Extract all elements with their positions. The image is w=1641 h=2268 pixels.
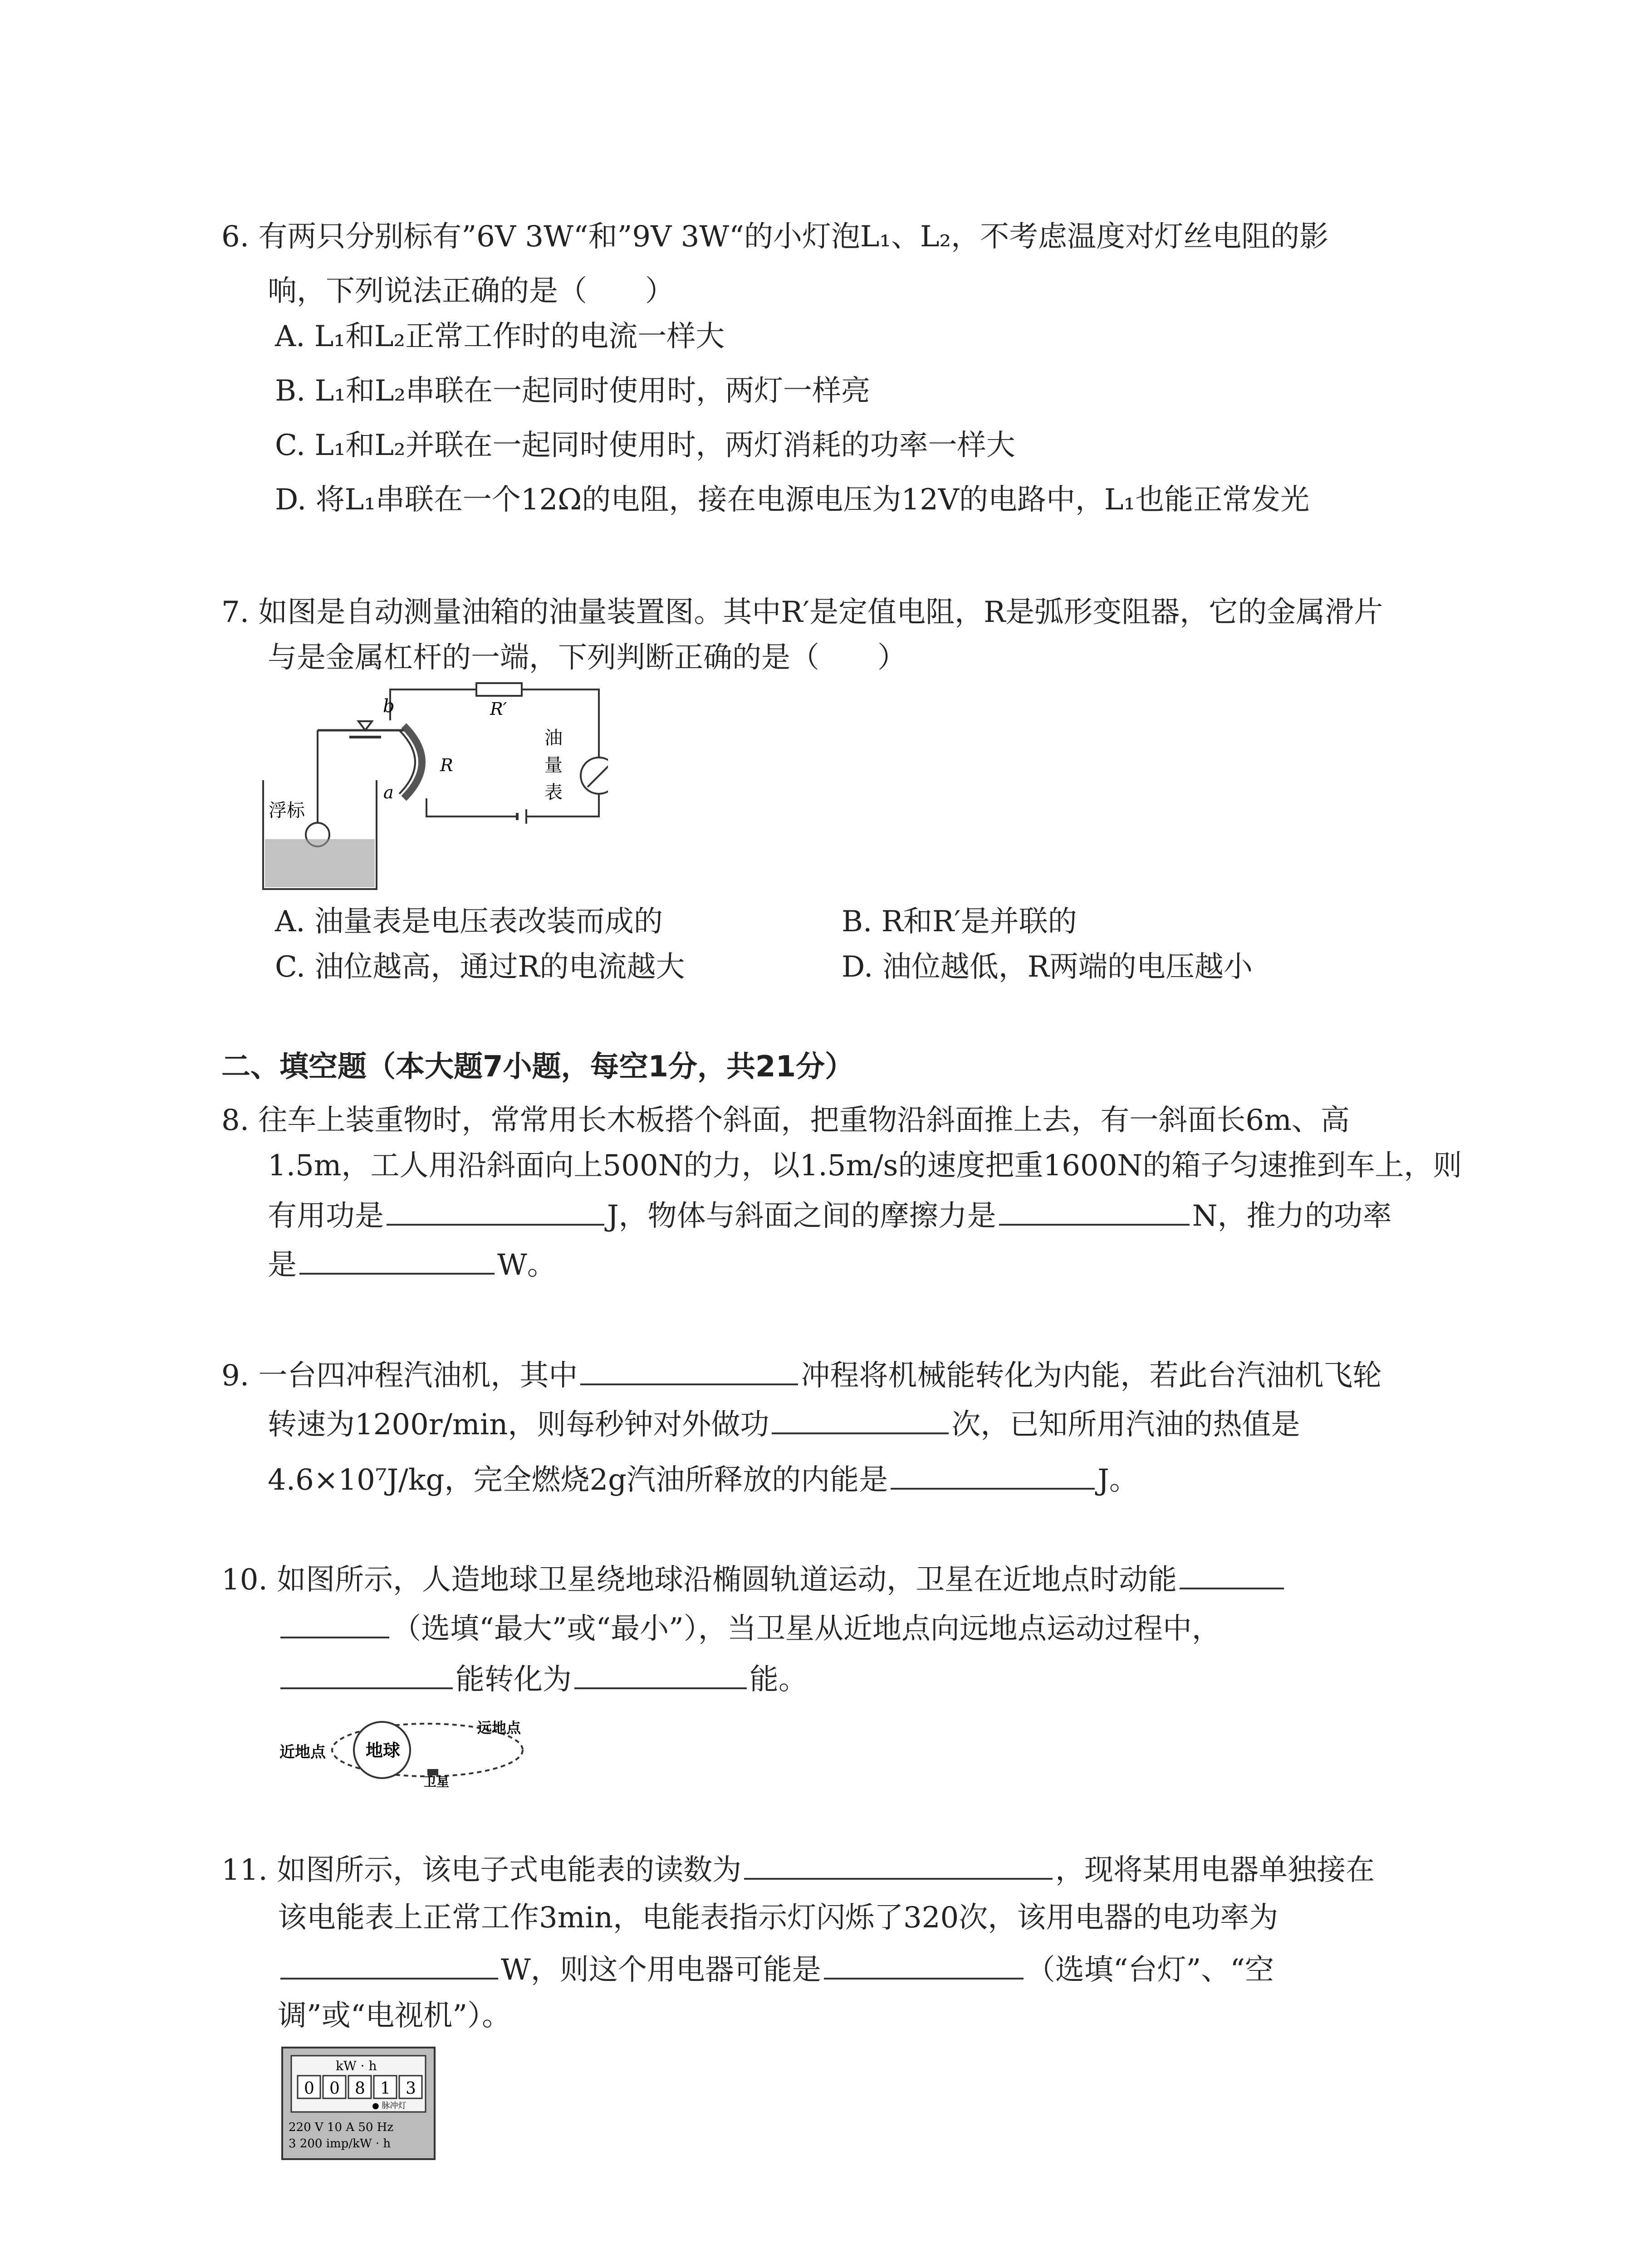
q11-text: ，现将某用电器单独接在 <box>1055 1853 1375 1887</box>
section-heading: 二、填空题（本大题7小题，每空1分，共21分） <box>221 1050 854 1084</box>
q11-line2: 该电能表上正常工作3min，电能表指示灯闪烁了320次，该用电器的电功率为 <box>278 1901 1279 1935</box>
q10-line1 <box>221 1560 1287 1598</box>
q8-line4 <box>268 1246 556 1283</box>
q6-option-a: A. L₁和L₂正常工作时的电流一样大 <box>275 320 725 353</box>
q6-stem-line1: 6. 有两只分别标有”6V 3W“和”9V 3W“的小灯泡L₁、L₂，不考虑温度对灯丝电阻的影 <box>221 220 1329 254</box>
q8-text: N，推力的功率 <box>1192 1199 1392 1233</box>
q11-line4: 调”或“电视机”）。 <box>278 1999 511 2033</box>
meter-digit-1: 0 <box>304 2079 314 2098</box>
meter-label-3: 表 <box>544 782 563 803</box>
q10-text: （选填“最大”或“最小”），当卫星从近地点向远地点运动过程中， <box>392 1612 1221 1646</box>
q9-blank-times[interactable] <box>772 1405 949 1434</box>
earth-label: 地球 <box>366 1740 401 1760</box>
q7-option-a: A. 油量表是电压表改装而成的 <box>275 905 663 938</box>
q10-blank-to[interactable] <box>574 1660 747 1689</box>
q10-text: 10. 如图所示，人造地球卫星绕地球沿椭圆轨道运动，卫星在近地点时动能 <box>221 1563 1177 1597</box>
q6-option-b: B. L₁和L₂串联在一起同时使用时，两灯一样亮 <box>275 374 871 408</box>
q9-text: 次，已知所用汽油的热值是 <box>951 1408 1300 1442</box>
q11-text: W，则这个用电器可能是 <box>501 1953 821 1987</box>
q6-stem-line2: 响，下列说法正确的是（ ） <box>268 274 674 308</box>
meter-unit: kW · h <box>336 2058 377 2073</box>
q11-text: 11. 如图所示，该电子式电能表的读数为 <box>221 1853 742 1887</box>
q10-blank-from[interactable] <box>280 1660 453 1689</box>
q10-blank-kinetic-1[interactable] <box>1180 1560 1284 1589</box>
meter-spec-2: 3 200 imp/kW · h <box>289 2137 391 2151</box>
meter-spec-1: 220 V 10 A 50 Hz <box>289 2121 394 2134</box>
q8-text: 是 <box>268 1248 297 1282</box>
satellite-label: 卫星 <box>424 1774 450 1787</box>
q10-line2 <box>278 1609 1221 1647</box>
meter-digit-3: 8 <box>355 2079 365 2098</box>
q8-text: J，物体与斜面之间的摩擦力是 <box>607 1199 996 1233</box>
q9-line2 <box>268 1405 1300 1443</box>
q7-option-b: B. R和R′是并联的 <box>842 905 1077 938</box>
q11-blank-reading[interactable] <box>744 1851 1053 1880</box>
q8-line2: 1.5m，工人用沿斜面向上500N的力，以1.5m/s的速度把重1600N的箱子匀速推到车上，则 <box>268 1149 1462 1183</box>
meter-label-2: 量 <box>544 755 563 776</box>
q10-blank-kinetic-2[interactable] <box>280 1609 389 1638</box>
label-a: a <box>383 782 394 802</box>
q10-text: 能。 <box>749 1663 808 1696</box>
apogee-label: 远地点 <box>477 1719 521 1736</box>
q6-option-d: D. 将L₁串联在一个12Ω的电阻，接在电源电压为12V的电路中，L₁也能正常发光 <box>275 483 1310 517</box>
q9-blank-energy[interactable] <box>891 1461 1095 1490</box>
q7-stem-line1: 7. 如图是自动测量油箱的油量装置图。其中R′是定值电阻，R是弧形变阻器，它的金属滑片 <box>221 596 1383 629</box>
q11-blank-power[interactable] <box>280 1950 498 1980</box>
q8-blank-power[interactable] <box>299 1246 495 1275</box>
q9-line3 <box>268 1461 1138 1498</box>
q7-option-c: C. 油位越高，通过R的电流越大 <box>275 950 685 984</box>
q7-stem-line2: 与是金属杠杆的一端，下列判断正确的是（ ） <box>268 641 906 675</box>
meter-digit-4: 1 <box>380 2079 391 2098</box>
label-r: R <box>440 755 453 775</box>
meter-label-1: 油 <box>544 728 563 748</box>
q9-line1 <box>221 1356 1381 1394</box>
q8-text: 有用功是 <box>268 1199 384 1233</box>
float-label: 浮标 <box>269 800 305 821</box>
electric-meter-figure <box>281 2047 436 2160</box>
q11-line1 <box>221 1851 1375 1888</box>
q9-text: 转速为1200r/min，则每秒钟对外做功 <box>268 1408 769 1442</box>
q8-line3 <box>268 1197 1392 1234</box>
satellite-orbit-diagram <box>278 1715 532 1787</box>
q8-blank-useful-work[interactable] <box>387 1197 604 1226</box>
oil-gauge-circuit-diagram <box>254 680 608 898</box>
q8-line1: 8. 往车上装重物时，常常用长木板搭个斜面，把重物沿斜面推上去，有一斜面长6m、高 <box>221 1104 1350 1137</box>
q9-text: 9. 一台四冲程汽油机，其中 <box>221 1359 578 1393</box>
label-r-prime: R′ <box>490 699 507 719</box>
q10-text: 能转化为 <box>456 1663 572 1696</box>
meter-digit-2: 0 <box>329 2079 340 2098</box>
q11-line3 <box>278 1950 1274 1988</box>
q7-option-d: D. 油位越低，R两端的电压越小 <box>842 950 1253 984</box>
q9-text: 冲程将机械能转化为内能，若此台汽油机飞轮 <box>801 1359 1382 1393</box>
meter-digit-5: 3 <box>406 2079 416 2098</box>
q9-text: J。 <box>1097 1463 1138 1497</box>
meter-indicator: ● 脉冲灯 <box>372 2101 407 2111</box>
q9-text: 4.6×10⁷J/kg，完全燃烧2g汽油所释放的内能是 <box>268 1463 888 1497</box>
q9-blank-stroke[interactable] <box>580 1356 798 1385</box>
q8-blank-friction[interactable] <box>999 1197 1190 1226</box>
q6-option-c: C. L₁和L₂并联在一起同时使用时，两灯消耗的功率一样大 <box>275 429 1015 462</box>
q8-text: W。 <box>497 1248 556 1282</box>
q10-line3 <box>278 1660 808 1698</box>
perigee-label: 近地点 <box>279 1743 326 1761</box>
q11-blank-appliance[interactable] <box>824 1950 1024 1980</box>
q11-text: （选填“台灯”、“空 <box>1026 1953 1274 1987</box>
label-b: b <box>383 696 395 717</box>
